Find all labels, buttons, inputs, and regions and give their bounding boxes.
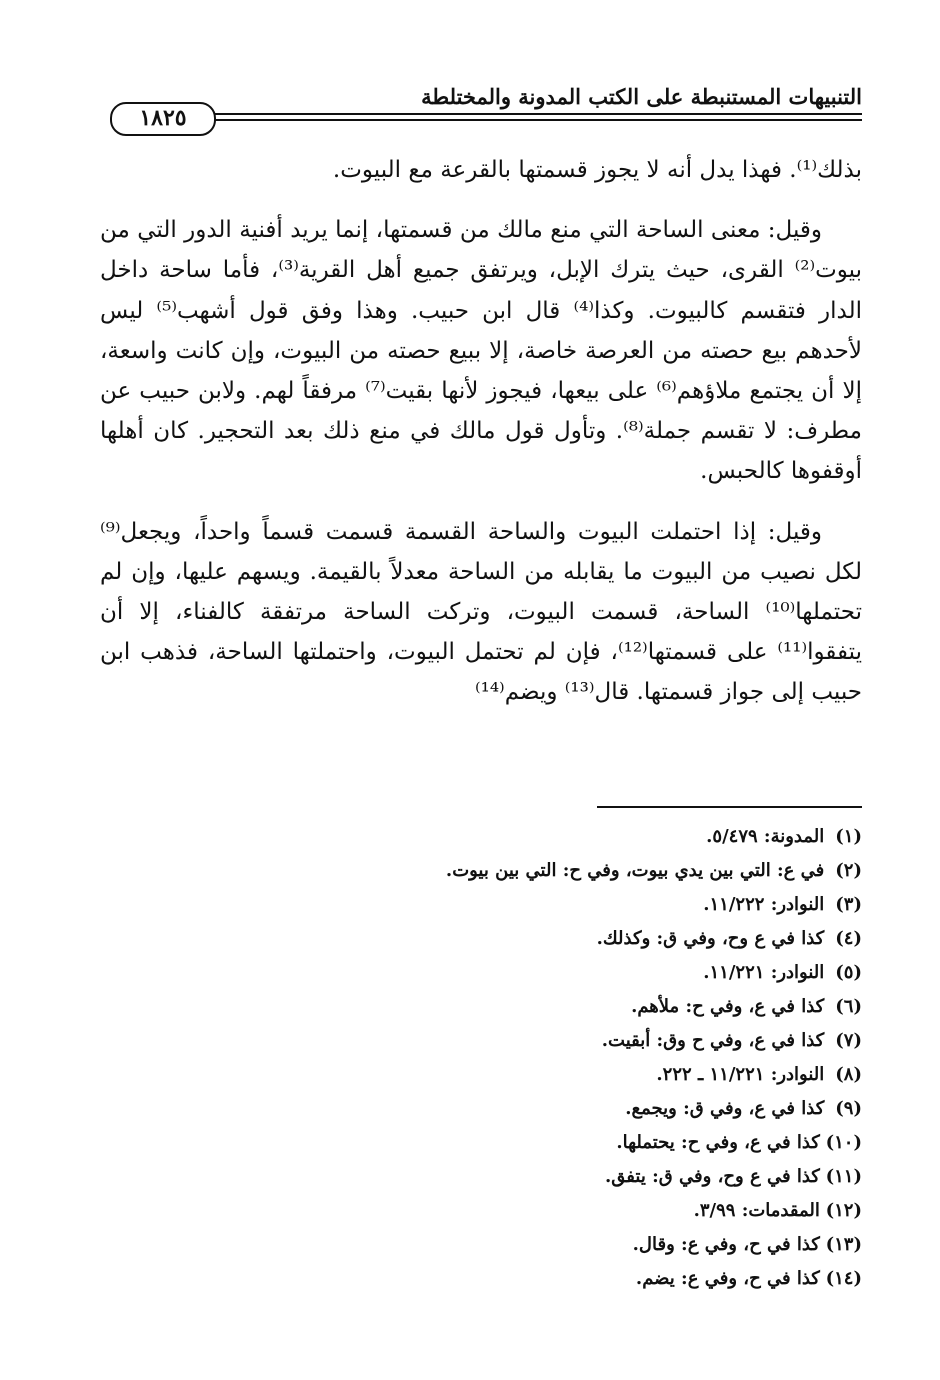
page-number: ١٨٢٥ [110,102,216,136]
footnote-number: (٩) [835,1098,862,1119]
footnote-number: (١) [835,826,862,847]
footnote-number: (١١) [825,1166,862,1187]
footnote-12 [102,1194,862,1228]
paragraph-3: وقيل: إذا احتملت البيوت والساحة القسمة قسمت قسماً واحداً، ويجعل⁽⁹⁾ لكل نصيب من البيوت ما يقابله من الساحة معدلاً بالقيمة. ويسهم عليها، وإن لم تحتملها⁽¹⁰⁾ الساحة، قسمت البيوت، وتركت الساحة مرتفقة كالفناء، إلا أن يتفقوا⁽¹¹⁾ على قسمتها⁽¹²⁾، فإن لم تحتمل البيوت، واحتملتها الساحة، فذهب ابن حبيب إلى جواز قسمتها. قال⁽¹³⁾ ويضم⁽¹⁴⁾ [100,518,862,706]
footnote-4 [102,922,862,956]
main-text [100,150,862,713]
page-header [100,78,862,134]
header-rule-bottom [210,119,862,121]
footnote-text: كذا في ع، وفي ق: ويجمع. [625,1098,825,1119]
footnote-text: كذا في ح، وفي ع: وقال. [632,1234,820,1255]
footnote-text: النوادر: ١١/٢٢١ ـ ٢٢٢. [656,1064,825,1085]
footnote-7 [102,1024,862,1058]
footnote-text: النوادر: ١١/٢٢١. [703,962,825,983]
footnote-number: (١٠) [825,1132,862,1153]
footnote-text: النوادر: ١١/٢٢٢. [703,894,825,915]
running-title: التنبيهات المستنبطة على الكتب المدونة والمختلطة [421,84,862,109]
footnote-number: (٢) [835,860,862,881]
footnote-text: كذا في ع وح، وفي ق: وكذلك. [596,928,825,949]
footnote-10 [102,1126,862,1160]
footnote-text: في ع: التي بين يدي بيوت، وفي ح: التي بين بيوت. [445,860,825,881]
footnote-text: كذا في ع وح، وفي ق: يتفق. [605,1166,820,1187]
footnote-5 [102,956,862,990]
footnote-6 [102,990,862,1024]
footnote-number: (٦) [835,996,862,1017]
footnote-text: المقدمات: ٣/٩٩. [693,1200,820,1221]
footnote-2 [102,854,862,888]
footnote-number: (٥) [835,962,862,983]
footnote-8 [102,1058,862,1092]
footnote-number: (١٣) [825,1234,862,1255]
footnote-text: كذا في ح، وفي ع: يضم. [635,1268,820,1289]
footnote-number: (١٢) [825,1200,862,1221]
footnote-number: (٣) [835,894,862,915]
footnote-9 [102,1092,862,1126]
paragraph-2: وقيل: معنى الساحة التي منع مالك من قسمتها، إنما يريد أفنية الدور التي من بيوت⁽²⁾ القرى، حيث يترك الإبل، ويرتفق جميع أهل القرية⁽³⁾، فأما ساحة داخل الدار فتقسم كالبيوت. وكذا⁽⁴⁾ قال ابن حبيب. وهذا وفق قول أشهب⁽⁵⁾ ليس لأحدهم بيع حصته من العرصة خاصة، إلا ببيع حصته من البيوت، وإن كانت واسعة، إلا أن يجتمع ملاؤهم⁽⁶⁾ على بيعها، فيجوز لأنها بقيت⁽⁷⁾ مرفقاً لهم. ولابن حبيب عن مطرف: لا تقسم جملة⁽⁸⁾. وتأول قول مالك في منع ذلك بعد التحجير. كان أهلها أوقفوها كالحبس. [100,217,863,485]
footnote-separator [597,806,862,808]
footnote-text: المدونة: ٥/٤٧٩. [706,826,825,847]
footnote-14 [102,1262,862,1296]
footnote-number: (٤) [835,928,862,949]
footnote-number: (١٤) [825,1268,862,1289]
footnote-number: (٧) [835,1030,862,1051]
footnotes-list [102,820,862,1296]
paragraph-1: بذلك⁽¹⁾. فهذا يدل أنه لا يجوز قسمتها بالقرعة مع البيوت. [332,157,862,183]
footnote-number: (٨) [835,1064,862,1085]
footnote-text: كذا في ع، وفي ح: ملأهم. [631,996,825,1017]
footnote-text: كذا في ع، وفي ح وق: أبقيت. [601,1030,825,1051]
footnote-1 [102,820,862,854]
footnote-13 [102,1228,862,1262]
footnote-3 [102,888,862,922]
header-rule-top [210,113,862,115]
footnote-text: كذا في ع، وفي ح: يحتملها. [616,1132,820,1153]
footnote-11 [102,1160,862,1194]
